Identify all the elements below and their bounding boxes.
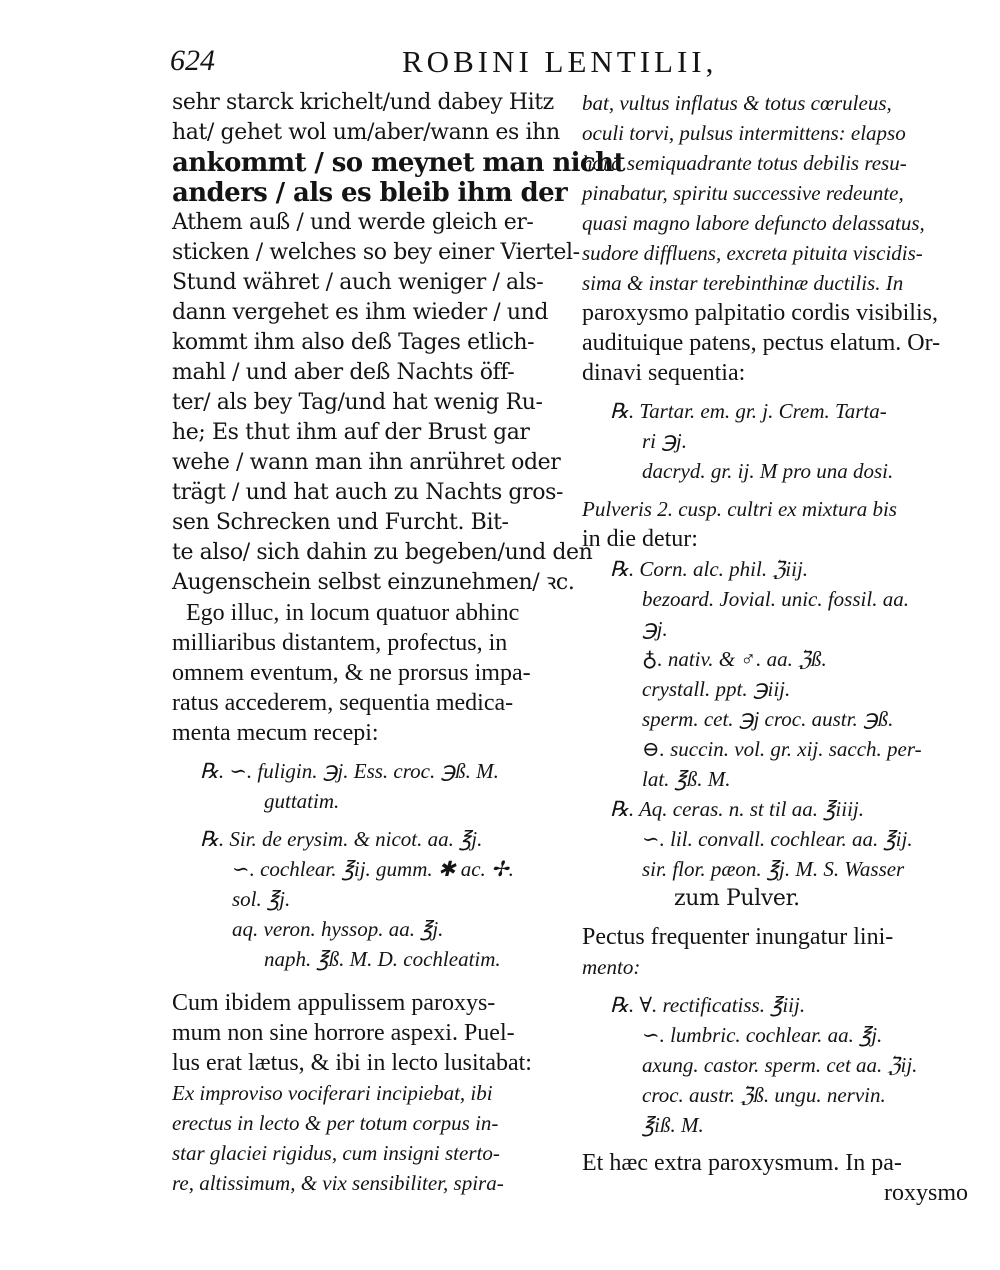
german-line: trägt / und hat auch zu Nachts gros- xyxy=(172,480,563,505)
text-line: Et hæc extra paroxysmum. In pa- xyxy=(582,1150,902,1176)
recipe-line: ℈j. xyxy=(642,617,668,641)
page-header xyxy=(170,44,950,90)
page-number: 624 xyxy=(170,44,215,77)
german-line: sticken / welches so bey einer Viertel- xyxy=(172,240,580,265)
paragraph-line: Cum ibidem appulissem paroxys- xyxy=(172,990,496,1016)
text-line: audituique patens, pectus elatum. Or- xyxy=(582,330,941,356)
right-column xyxy=(582,88,968,1208)
text-line: bat, vultus inflatus & totus cœruleus, xyxy=(582,91,892,115)
recipe-line: ri ℈j. xyxy=(642,429,688,453)
paragraph-line: star glaciei rigidus, cum insigni sterto- xyxy=(172,1141,500,1165)
paragraph-line: erectus in lecto & per totum corpus in- xyxy=(172,1111,499,1135)
text-line: dinavi sequentia: xyxy=(582,360,746,386)
text-line: quasi magno labore defuncto delassatus, xyxy=(582,211,925,235)
text-line: mento: xyxy=(582,955,641,979)
recipe-line: ℞. ∽. fuligin. ℈j. Ess. croc. ℈ß. M. xyxy=(200,759,499,783)
recipe-line: ℞. Corn. alc. phil. ℨiij. xyxy=(610,557,809,581)
recipe-line: lat. ℥ß. M. xyxy=(642,767,731,791)
recipe-line: sir. flor. pæon. ℥j. M. S. Wasser xyxy=(642,857,905,881)
text-line: sima & instar terebinthinæ ductilis. In xyxy=(582,271,904,295)
text-line: Pulveris 2. cusp. cultri ex mixtura bis xyxy=(582,497,897,521)
recipe-line: zum Pulver. xyxy=(674,886,800,911)
recipe-line: ℞. Aq. ceras. n. st til aa. ℥iiij. xyxy=(610,797,864,821)
text-line: in die detur: xyxy=(582,526,698,552)
german-line: hat/ gehet wol um/aber/wann es ihn xyxy=(172,120,560,145)
recipe-line: croc. austr. ℨß. ungu. nervin. xyxy=(642,1083,886,1107)
text-line: paroxysmo palpitatio cordis visibilis, xyxy=(582,300,938,326)
recipe-line: sol. ℥j. xyxy=(232,887,291,911)
german-line: dann vergehet es ihm wieder / und xyxy=(172,300,549,325)
running-head: ROBINI LENTILII, xyxy=(402,44,718,79)
recipe-line: ∽. lumbric. cochlear. aa. ℥j. xyxy=(642,1023,883,1047)
paragraph-line: mum non sine horrore aspexi. Puel- xyxy=(172,1020,515,1046)
german-line: wehe / wann man ihn anrühret oder xyxy=(172,450,561,475)
text-line: Pectus frequenter inungatur lini- xyxy=(582,924,894,950)
recipe-line: ⊖. succin. vol. gr. xij. sacch. per- xyxy=(642,737,922,761)
german-line: kommt ihm also deß Tages etlich- xyxy=(172,330,535,355)
german-line: ter/ als bey Tag/und hat wenig Ru- xyxy=(172,390,543,415)
recipe-line: ℥iß. M. xyxy=(642,1113,704,1137)
text-line: oculi torvi, pulsus intermittens: elapso xyxy=(582,121,906,145)
recipe-line: ℞. Tartar. em. gr. j. Crem. Tarta- xyxy=(610,399,887,423)
german-line: he; Es thut ihm auf der Brust gar xyxy=(172,420,530,445)
recipe-line: ℞. Sir. de erysim. & nicot. aa. ℥j. xyxy=(200,827,483,851)
recipe-line: dacryd. gr. ij. M pro una dosi. xyxy=(642,459,894,483)
recipe-line: bezoard. Jovial. unic. fossil. aa. xyxy=(642,587,909,611)
paragraph-line: lus erat lætus, & ibi in lecto lusitabat: xyxy=(172,1050,532,1076)
latin-line: omnem eventum, & ne prorsus impa- xyxy=(172,660,531,686)
text-line: sudore diffluens, excreta pituita viscidis- xyxy=(582,241,923,265)
recipe-line: ℞. ∀. rectificatiss. ℥iij. xyxy=(610,993,806,1017)
recipe-line: crystall. ppt. ℈iij. xyxy=(642,677,791,701)
german-line: mahl / und aber deß Nachts öff- xyxy=(172,360,515,385)
recipe-line: axung. castor. sperm. cet aa. ℨij. xyxy=(642,1053,918,1077)
recipe-line: sperm. cet. ℈j croc. austr. ℈ß. xyxy=(642,707,894,731)
paragraph-line: re, altissimum, & vix sensibiliter, spira- xyxy=(172,1171,504,1195)
german-line: sen Schrecken und Furcht. Bit- xyxy=(172,510,509,535)
latin-line: Ego illuc, in locum quatuor abhinc xyxy=(186,600,520,626)
german-line: anders / als es bleib ihm der xyxy=(172,178,568,208)
german-line: Stund währet / auch weniger / als- xyxy=(172,270,544,295)
german-line: Athem auß / und werde gleich er- xyxy=(172,210,534,235)
recipe-line: ∽. lil. convall. cochlear. aa. ℥ij. xyxy=(642,827,913,851)
german-line: Augenschein selbst einzunehmen/ ꝛc. xyxy=(172,570,575,595)
latin-line: milliaribus distantem, profectus, in xyxy=(172,630,508,656)
text-line: hora semiquadrante totus debilis resu- xyxy=(582,151,907,175)
recipe-line: naph. ℥ß. M. D. cochleatim. xyxy=(264,947,501,971)
german-line: ankommt / so meynet man nicht xyxy=(172,148,625,178)
paragraph-line: Ex improviso vociferari incipiebat, ibi xyxy=(172,1081,493,1105)
german-line: sehr starck krichelt/und dabey Hitz xyxy=(172,90,554,115)
latin-line: menta mecum recepi: xyxy=(172,720,379,746)
latin-line: ratus accederem, sequentia medica- xyxy=(172,690,514,716)
german-line: te also/ sich dahin zu begeben/und den xyxy=(172,540,593,565)
text-line: roxysmo xyxy=(884,1180,968,1206)
recipe-line: aq. veron. hyssop. aa. ℥j. xyxy=(232,917,444,941)
recipe-line: guttatim. xyxy=(264,789,340,813)
text-line: pinabatur, spiritu successive redeunte, xyxy=(582,181,904,205)
recipe-line: ♁. nativ. & ♂. aa. ℨß. xyxy=(642,647,827,671)
recipe-line: ∽. cochlear. ℥ij. gumm. ✱ ac. ✢. xyxy=(232,857,514,881)
